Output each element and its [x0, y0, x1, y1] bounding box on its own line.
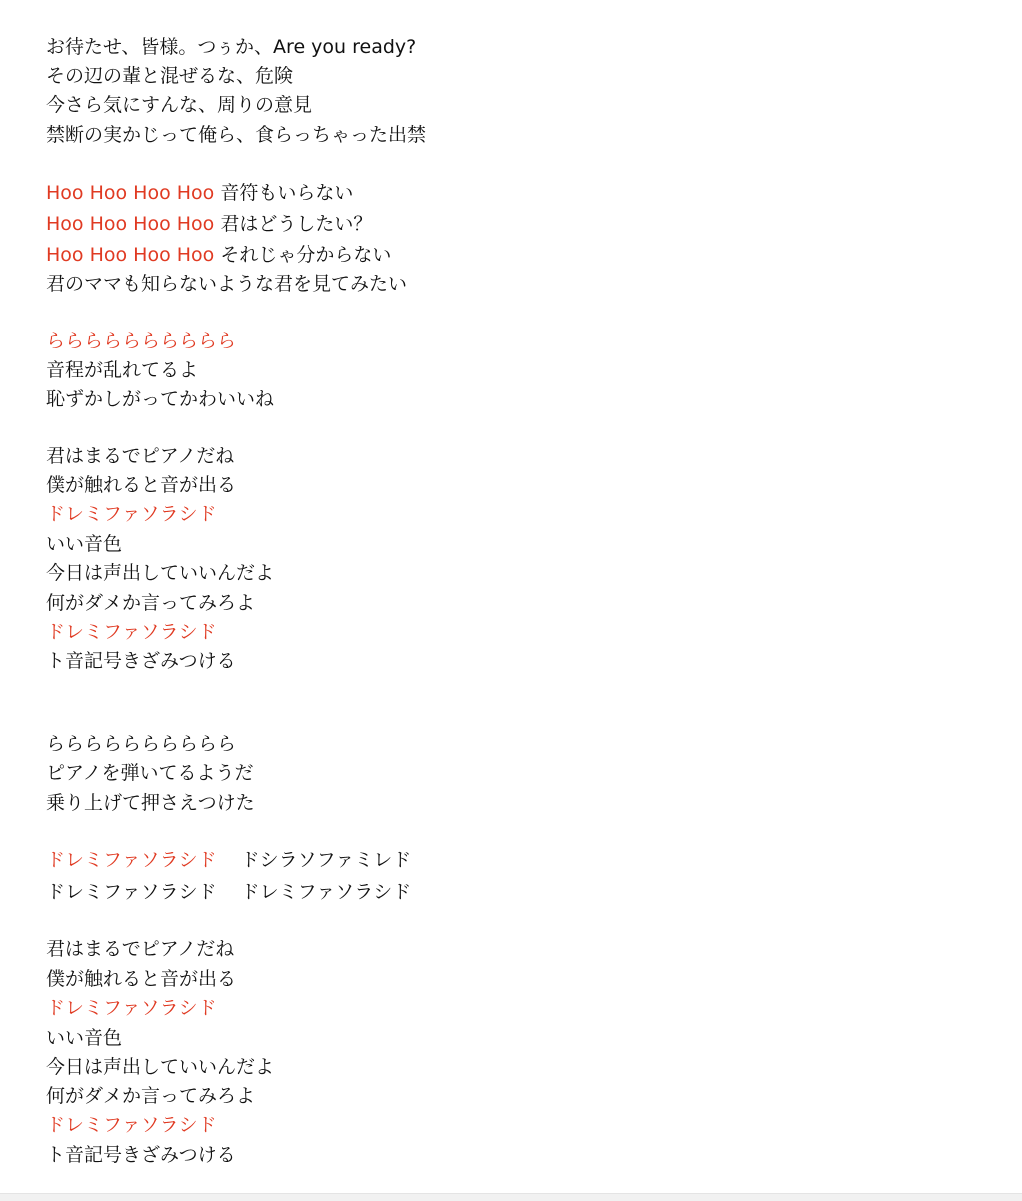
lyric-line [46, 181, 353, 205]
lyric-line: その辺の輩と混ぜるな、危険 [46, 65, 294, 87]
highlighted-line: らららららららららら [46, 330, 237, 352]
lyric-line: ピアノを弾いてるようだ [46, 762, 254, 784]
lyric-line: 恥ずかしがってかわいいね [46, 388, 275, 410]
lyric-line: 音程が乱れてるよ [46, 359, 199, 381]
lyric-line: 君のママも知らないような君を見てみたい [46, 273, 408, 295]
lyric-line [46, 848, 411, 872]
lyric-phrase: それじゃ分からない [220, 244, 392, 266]
lyric-line: ト音記号きざみつける [46, 650, 236, 672]
highlighted-phrase: Hoo Hoo Hoo Hoo [46, 213, 215, 235]
lyric-phrase: ドレミファソラシド [240, 881, 412, 903]
highlighted-phrase: ドレミファソラシド [46, 849, 217, 871]
lyric-line: 禁断の実かじって俺ら、食らっちゃった出禁 [46, 124, 427, 146]
lyric-line: ト音記号きざみつける [46, 1144, 236, 1166]
lyric-line: いい音色 [46, 533, 123, 555]
lyric-line: 今日は声出していいんだよ [46, 1056, 275, 1078]
lyric-line: 僕が触れると音が出る [46, 474, 237, 496]
lyric-phrase: ドシラソファミレド [240, 849, 412, 871]
lyric-line: 君はまるでピアノだね [46, 938, 235, 960]
lyric-line: 何がダメか言ってみろよ [46, 592, 256, 614]
lyric-phrase: 音符もいらない [220, 182, 354, 204]
highlighted-line: ドレミファソラシド [46, 503, 217, 525]
lyric-line: 僕が触れると音が出る [46, 968, 237, 990]
lyric-line: 何がダメか言ってみろよ [46, 1085, 256, 1107]
lyric-phrase: 君はどうしたい？ [220, 213, 373, 235]
lyric-line: 乗り上げて押さえつけた [46, 792, 255, 814]
highlighted-line: ドレミファソラシド [46, 621, 217, 643]
lyric-line: お待たせ、皆様。つぅか、Are you ready? [46, 36, 417, 58]
lyric-line: らららららららららら [46, 733, 237, 755]
highlighted-line: ドレミファソラシド [46, 1114, 217, 1136]
lyric-line [46, 243, 391, 267]
lyric-line: 今さら気にすんな、周りの意見 [46, 94, 313, 116]
highlighted-phrase: Hoo Hoo Hoo Hoo [46, 244, 215, 266]
lyrics-document [46, 0, 986, 1200]
lyric-phrase: ドレミファソラシド [46, 881, 217, 903]
highlighted-phrase: Hoo Hoo Hoo Hoo [46, 182, 215, 204]
highlighted-line: ドレミファソラシド [46, 997, 217, 1019]
lyric-line: 君はまるでピアノだね [46, 445, 235, 467]
lyric-line [46, 212, 372, 236]
lyric-line: 今日は声出していいんだよ [46, 562, 275, 584]
lyric-line [46, 880, 411, 904]
lyric-line: いい音色 [46, 1027, 123, 1049]
